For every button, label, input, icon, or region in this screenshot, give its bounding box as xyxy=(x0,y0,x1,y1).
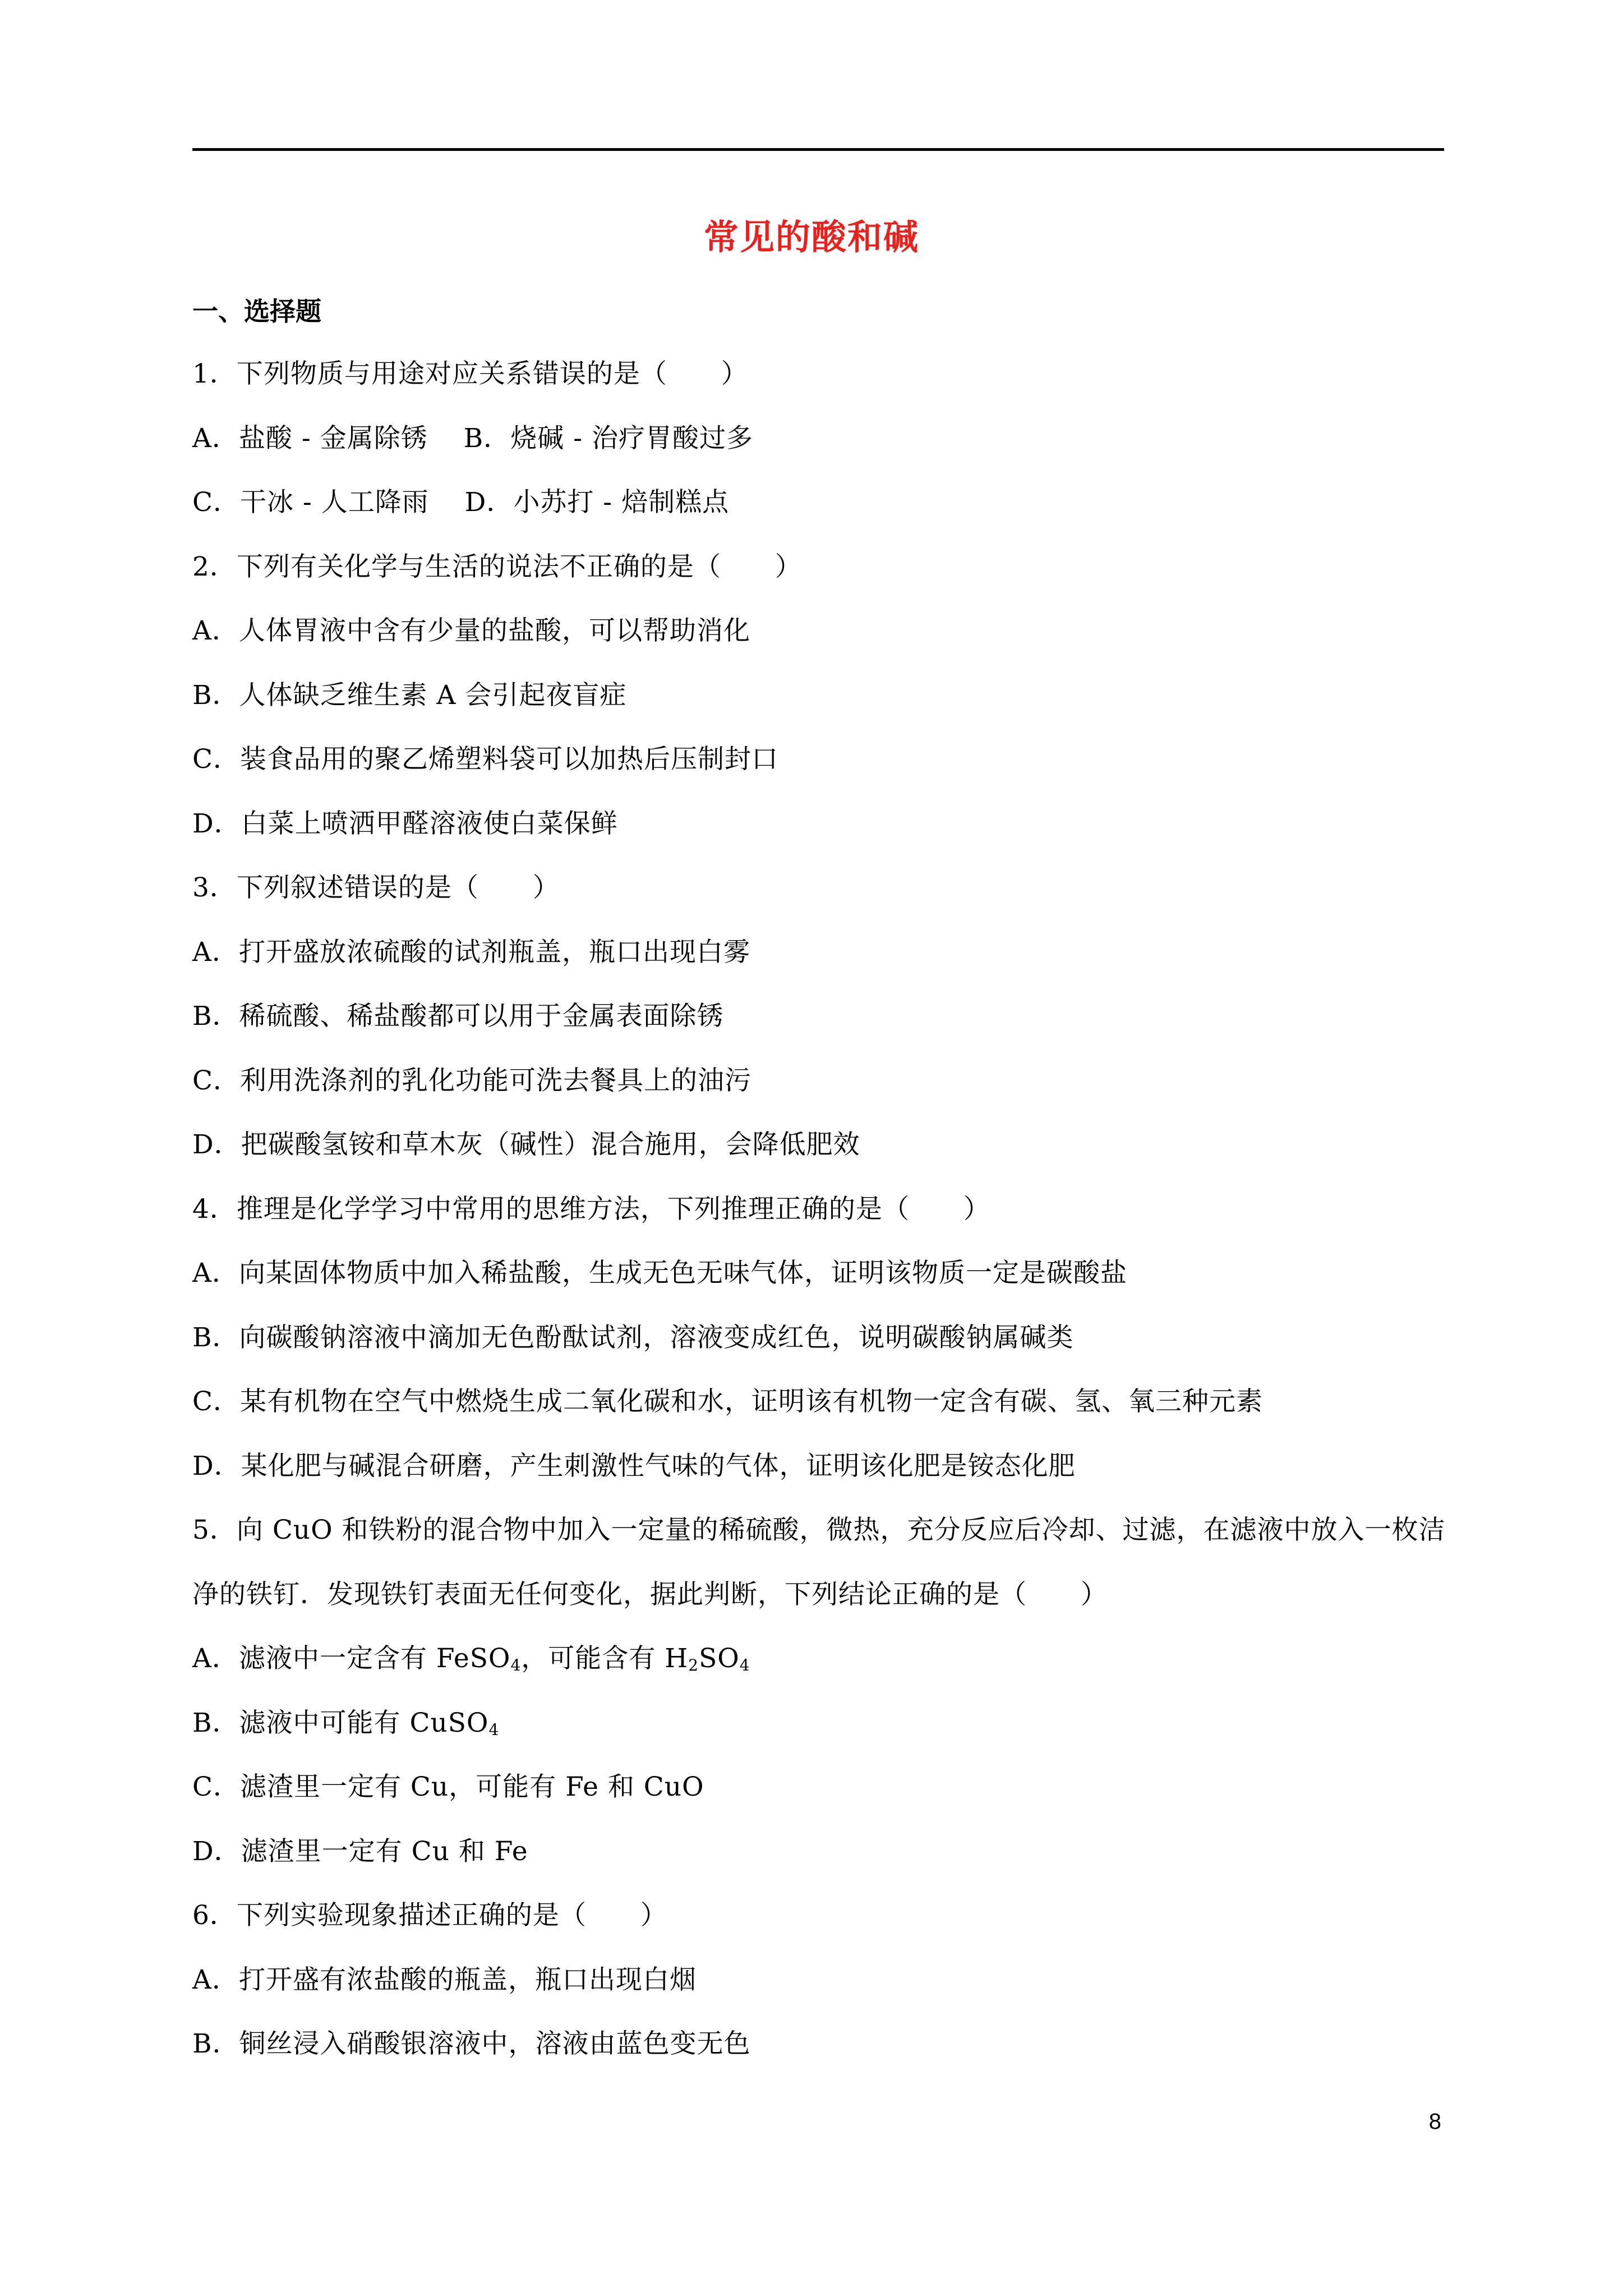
subscript: 2 xyxy=(688,1656,699,1674)
text-run: B．铜丝浸入硝酸银溶液中，溶液由蓝色变无色 xyxy=(192,2028,751,2059)
text-run: C．干冰 - 人工降雨 D．小苏打 - 焙制糕点 xyxy=(192,487,730,518)
text-run: 5．向 CuO 和铁粉的混合物中加入一定量的稀硫酸，微热，充分反应后冷却、过滤，在滤液中放入一枚洁净的铁钉．发现铁钉表面无任何变化，据此判断，下列结论正确的是（ ） xyxy=(192,1515,1446,1610)
text-run: 6．下列实验现象描述正确的是（ ） xyxy=(192,1900,667,1931)
text-run: C．利用洗涤剂的乳化功能可洗去餐具上的油污 xyxy=(192,1065,751,1096)
text-line xyxy=(192,1768,1446,1832)
subscript: 4 xyxy=(510,1656,522,1674)
text-run: 2．下列有关化学与生活的说法不正确的是（ ） xyxy=(192,551,802,582)
text-line xyxy=(192,1704,1446,1768)
text-run: B．向碳酸钠溶液中滴加无色酚酞试剂，溶液变成红色，说明碳酸钠属碱类 xyxy=(192,1322,1074,1353)
text-run: D．滤渣里一定有 Cu 和 Fe xyxy=(192,1835,528,1867)
section-heading: 一、选择题 xyxy=(192,296,321,326)
text-run: D．把碳酸氢铵和草木灰（碱性）混合施用，会降低肥效 xyxy=(192,1129,860,1160)
text-line xyxy=(192,547,1446,612)
text-run: C．滤渣里一定有 Cu，可能有 Fe 和 CuO xyxy=(192,1772,704,1802)
text-run: A．向某固体物质中加入稀盐酸，生成无色无味气体，证明该物质一定是碳酸盐 xyxy=(192,1258,1127,1289)
text-line xyxy=(192,1190,1446,1254)
text-line xyxy=(192,997,1446,1061)
page-title: 常见的酸和碱 xyxy=(703,217,919,257)
text-run: 3．下列叙述错误的是（ ） xyxy=(192,872,560,903)
text-run: 4．推理是化学学习中常用的思维方法，下列推理正确的是（ ） xyxy=(192,1193,990,1225)
text-run: ，可能含有 H xyxy=(521,1643,689,1674)
text-line xyxy=(192,1961,1446,2025)
page-number: 8 xyxy=(1428,2109,1441,2134)
text-run: B．人体缺乏维生素 A 会引起夜盲症 xyxy=(192,679,627,711)
text-line xyxy=(192,419,1446,484)
text-line xyxy=(192,2024,1446,2089)
text-line xyxy=(192,355,1446,419)
text-run: A．打开盛放浓硫酸的试剂瓶盖，瓶口出现白雾 xyxy=(192,936,750,968)
text-line xyxy=(192,1382,1446,1447)
text-line xyxy=(192,1125,1446,1190)
text-line xyxy=(192,933,1446,997)
text-run: D．某化肥与碱混合研磨，产生刺激性气味的气体，证明该化肥是铵态化肥 xyxy=(192,1450,1076,1481)
text-line xyxy=(192,1498,1446,1627)
text-run: A．打开盛有浓盐酸的瓶盖，瓶口出现白烟 xyxy=(192,1964,697,1995)
text-run: A．人体胃液中含有少量的盐酸，可以帮助消化 xyxy=(192,615,750,646)
text-line xyxy=(192,1639,1446,1704)
header-rule xyxy=(192,148,1444,151)
text-line xyxy=(192,804,1446,869)
subscript: 4 xyxy=(488,1720,500,1739)
text-line xyxy=(192,868,1446,933)
subscript: 4 xyxy=(739,1656,750,1674)
text-line xyxy=(192,740,1446,804)
text-line xyxy=(192,1896,1446,1961)
text-run: B．稀硫酸、稀盐酸都可以用于金属表面除锈 xyxy=(192,1001,724,1032)
text-run: 1．下列物质与用途对应关系错误的是（ ） xyxy=(192,358,748,389)
text-run: A．盐酸 - 金属除锈 B．烧碱 - 治疗胃酸过多 xyxy=(192,422,753,454)
text-run: C．某有机物在空气中燃烧生成二氧化碳和水，证明该有机物一定含有碳、氢、氧三种元素 xyxy=(192,1386,1263,1417)
text-line xyxy=(192,676,1446,740)
text-line xyxy=(192,1061,1446,1126)
text-line xyxy=(192,483,1446,547)
text-run: B．滤液中可能有 CuSO xyxy=(192,1707,489,1738)
text-run: C．装食品用的聚乙烯塑料袋可以加热后压制封口 xyxy=(192,744,778,775)
question-list xyxy=(192,355,1446,2089)
text-line xyxy=(192,1254,1446,1318)
text-line xyxy=(192,611,1446,676)
text-run: SO xyxy=(699,1643,740,1674)
text-run: D．白菜上喷洒甲醛溶液使白菜保鲜 xyxy=(192,808,618,839)
text-line xyxy=(192,1318,1446,1383)
text-line xyxy=(192,1832,1446,1897)
text-run: A．滤液中一定含有 FeSO xyxy=(192,1643,511,1674)
